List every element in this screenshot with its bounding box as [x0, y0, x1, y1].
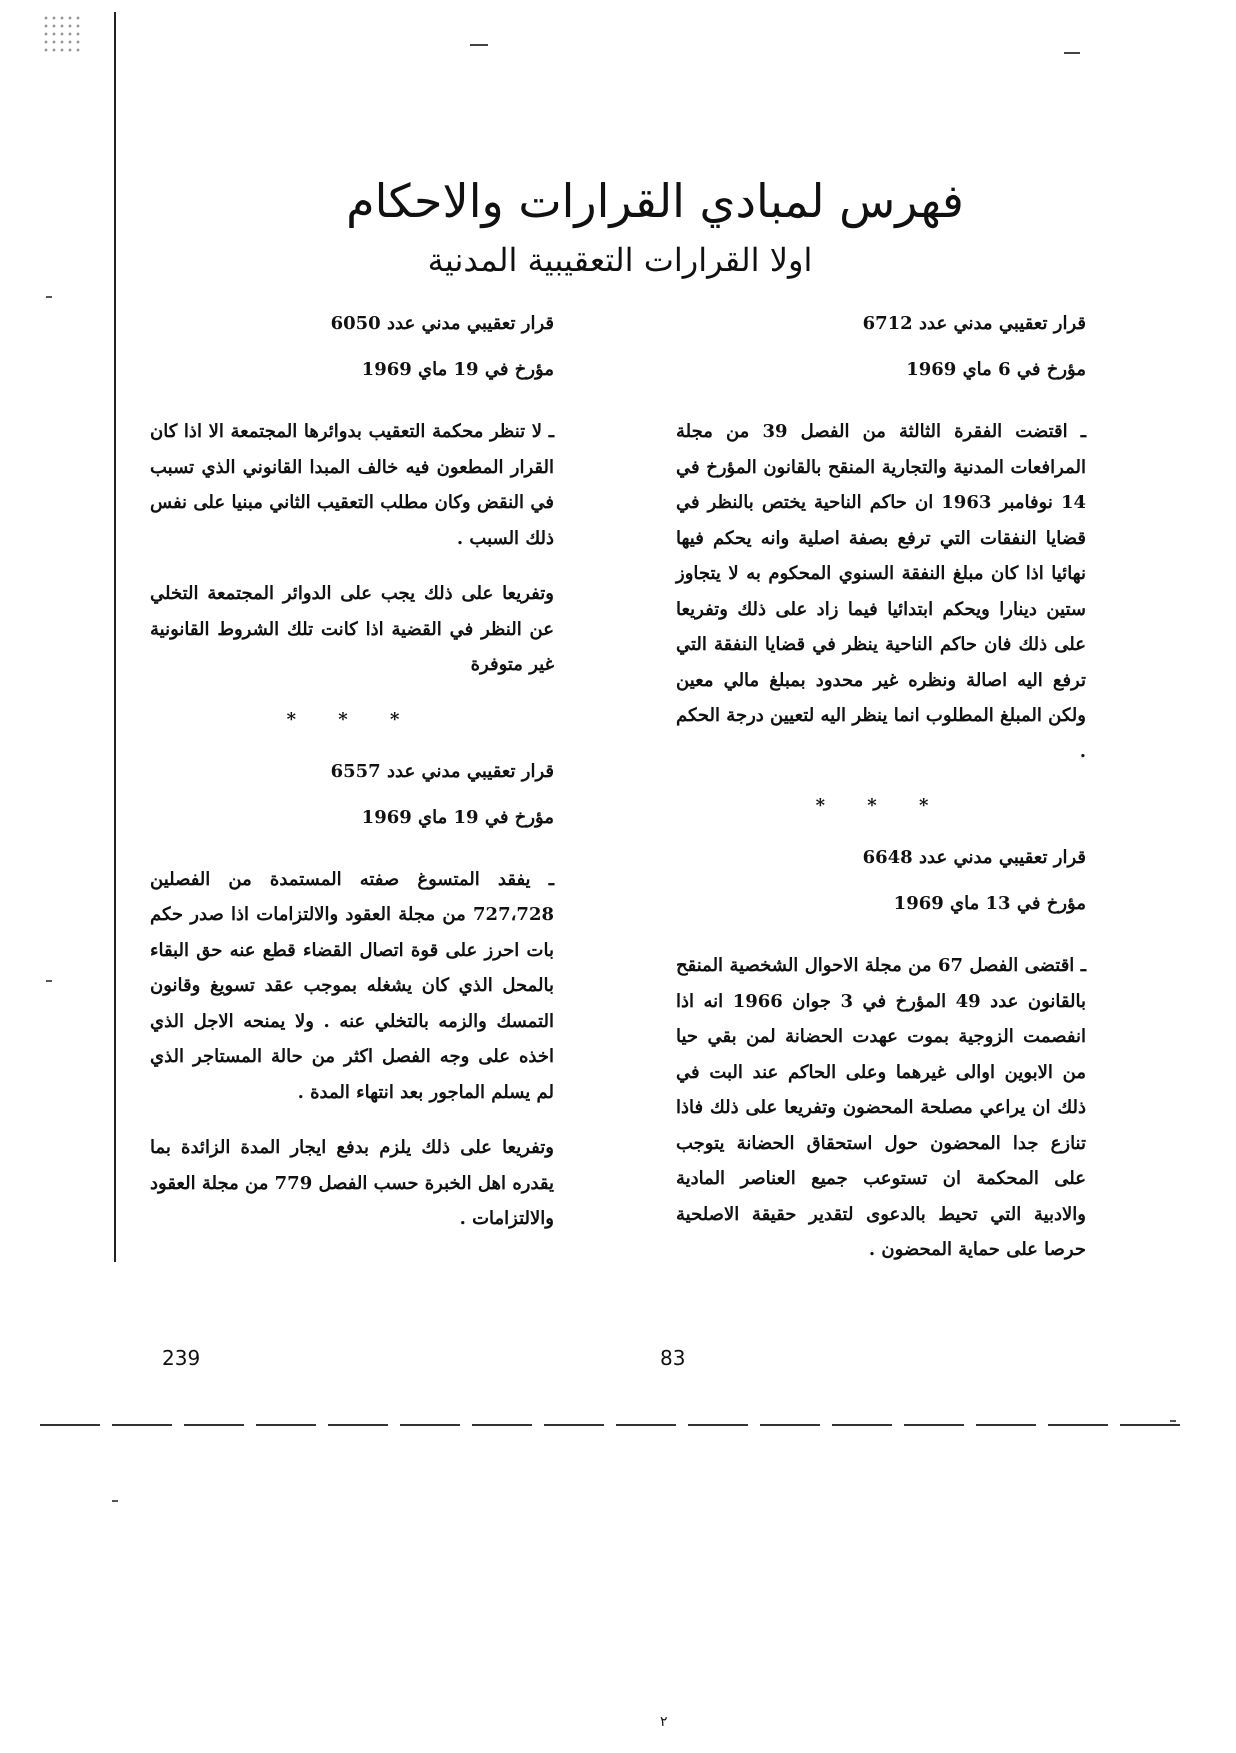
decision-title: قرار تعقيبي مدني عدد 6648 — [862, 847, 1086, 868]
decision-paragraph: ـ اقتضت الفقرة الثالثة من الفصل 39 من مجلة المرافعات المدنية والتجارية المنقح بالقانون المؤرخ في 14 نوفامبر 1963 ان حاكم الناحية يختص بالنظر في قضايا النفقات التي ترفع بصفة اصلية وانه يحكم فيها نهائيا اذا كان مبلغ النفقة السنوي المحكوم به لا يتجاوز ستين دينارا ويحكم ابتدائيا فيما زاد على ذلك وتفريعا على ذلك فان حاكم الناحية ينظر في قضايا النفقة التي ترفع اليه اصالة ونظره غير محدود بمبلغ مالي معين ولكن المبلغ المطلوب انما ينظر اليه لتعيين درجة الحكم . — [676, 421, 1087, 762]
decision-date: مؤرخ في 19 ماي 1969 — [361, 806, 554, 828]
decision-block — [676, 310, 1086, 769]
decision-date: مؤرخ في 6 ماي 1969 — [906, 359, 1086, 380]
decision-title: قرار تعقيبي مدني عدد 6557 — [330, 760, 554, 782]
scan-mark — [470, 44, 488, 46]
decision-paragraph: ـ يفقد المتسوغ صفته المستمدة من الفصلين 727،728 من مجلة العقود والالتزامات اذا صدر حكم بات احرز على قوة اتصال القضاء قطع عنه حق البقاء بالمحل الذي كان يشغله بموجب عقد تسويغ وقانون التمسك والزمه بالتخلي عنه . ولا يمنحه الاجل الذي اخذه على وجه الفصل اكثر من حالة المستاجر الذي لم يسلم الماجور بعد انتهاء المدة . — [150, 868, 554, 1103]
page-number-left: 239 — [162, 1346, 201, 1370]
decision-paragraph: وتفريعا على ذلك يلزم بدفع ايجار المدة الزائدة بما يقدره اهل الخبرة حسب الفصل 779 من مجلة العقود والالتزامات . — [150, 1137, 555, 1229]
decision-block — [150, 758, 554, 1237]
scan-mark — [1170, 1420, 1176, 1422]
separator-stars: * * * — [815, 795, 947, 816]
decision-date: مؤرخ في 13 ماي 1969 — [893, 893, 1086, 914]
right-column — [676, 310, 1086, 1268]
scan-mark — [46, 980, 52, 982]
decision-date: مؤرخ في 19 ماي 1969 — [361, 359, 554, 380]
scan-mark — [112, 1500, 118, 1502]
scan-speckle — [42, 14, 82, 54]
decision-paragraph: ـ لا تنظر محكمة التعقيب بدوائرها المجتمعة الا اذا كان القرار المطعون فيه خالف المبدا القانوني الذي تسبب في النقض وكان مطلب التعقيب الثاني مبنيا على نفس ذلك السبب . — [150, 421, 554, 549]
page-number-center: 83 — [660, 1346, 686, 1370]
left-column — [150, 310, 554, 1237]
decision-title: قرار تعقيبي مدني عدد 6712 — [862, 313, 1086, 334]
scan-mark — [46, 296, 52, 298]
section-title: اولا القرارات التعقيبية المدنية — [427, 241, 813, 279]
page-title: فهرس لمبادي القرارات والاحكام — [346, 173, 964, 228]
decision-paragraph: وتفريعا على ذلك يجب على الدوائر المجتمعة التخلي عن النظر في القضية اذا كانت تلك الشروط القانونية غير متوفرة — [150, 583, 554, 675]
separator-stars: * * * — [286, 708, 418, 730]
decision-block — [676, 844, 1086, 1268]
decision-paragraph: ـ اقتضى الفصل 67 من مجلة الاحوال الشخصية المنقح بالقانون عدد 49 المؤرخ في 3 جوان 1966 انه اذا انفصمت الزوجية بموت عهدت الحضانة لمن بقي حيا من الابوين اوالى غيرهما وعلى الحاكم عند البت في ذلك ان يراعي مصلحة المحضون وتفريعا على ذلك فاذا تنازع جدا المحضون حول استحقاق الحضانة يتوجب على المحكمة ان تستوعب جميع العناصر المادية والادبية التي تحيط بالدعوى لتقدير حقيقة الاصلحية حرصا على حماية المحضون . — [676, 955, 1086, 1260]
decision-title: قرار تعقيبي مدني عدد 6050 — [330, 313, 554, 334]
bottom-rule — [40, 1424, 1190, 1426]
bottom-mark: ٢ — [660, 1714, 668, 1730]
scan-mark — [1064, 52, 1080, 54]
margin-line — [114, 12, 116, 1262]
decision-block — [150, 310, 554, 683]
